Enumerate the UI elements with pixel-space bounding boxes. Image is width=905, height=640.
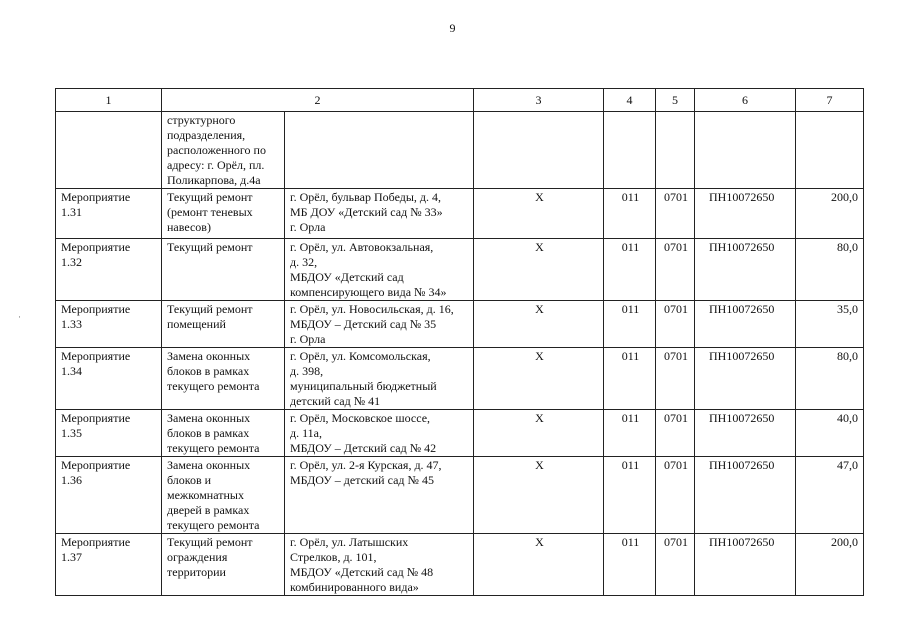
text-line: МБДОУ – Детский сад № 35 xyxy=(290,317,437,331)
address-cell xyxy=(285,301,474,348)
cell-5: 0701 xyxy=(656,410,695,457)
event-cell xyxy=(56,457,162,534)
continuation-text xyxy=(162,112,285,189)
text-line: Мероприятие xyxy=(61,535,131,549)
cell-5: 0701 xyxy=(656,301,695,348)
text-line: г. Орёл, Московское шоссе, xyxy=(290,411,431,425)
text-line: МБДОУ – детский сад № 45 xyxy=(290,473,434,487)
cell-7: 80,0 xyxy=(796,239,864,301)
address-cell xyxy=(285,534,474,596)
text-line: помещений xyxy=(167,317,226,331)
header-row xyxy=(56,89,864,112)
text-line: детский сад № 41 xyxy=(290,394,381,408)
text-line: д. 398, xyxy=(290,364,324,378)
text-line: территории xyxy=(167,565,226,579)
text-line: МБДОУ «Детский сад xyxy=(290,270,404,284)
event-cell xyxy=(56,239,162,301)
event-cell xyxy=(56,189,162,239)
text-line: 1.31 xyxy=(61,205,82,219)
text-line: Замена оконных xyxy=(167,349,251,363)
text-line: г. Орёл, ул. Новосильская, д. 16, xyxy=(290,302,454,316)
text-line: Мероприятие xyxy=(61,190,131,204)
address-cell xyxy=(285,189,474,239)
cell-4: 011 xyxy=(604,348,656,410)
header-cell-5: 5 xyxy=(656,89,695,112)
text-line: 1.34 xyxy=(61,364,82,378)
text-line: МБДОУ – Детский сад № 42 xyxy=(290,441,437,455)
text-line: 1.36 xyxy=(61,473,82,487)
cell-6: ПН10072650 xyxy=(695,410,796,457)
text-line: Стрелков, д. 101, xyxy=(290,550,377,564)
cell-7: 200,0 xyxy=(796,534,864,596)
table-body xyxy=(56,89,864,596)
event-cell xyxy=(56,301,162,348)
text-line: д. 32, xyxy=(290,255,318,269)
text-line: 1.37 xyxy=(61,550,82,564)
cell-7: 80,0 xyxy=(796,348,864,410)
work-cell xyxy=(162,348,285,410)
header-cell-7: 7 xyxy=(796,89,864,112)
cell-7: 200,0 xyxy=(796,189,864,239)
event-cell xyxy=(56,534,162,596)
cell-3: Х xyxy=(474,457,604,534)
cell-5: 0701 xyxy=(656,534,695,596)
text-line: г. Орёл, ул. Латышских xyxy=(290,535,409,549)
text-line: расположенного по xyxy=(167,143,266,157)
table-row xyxy=(56,410,864,457)
text-line: Мероприятие xyxy=(61,240,131,254)
text-line: блоков в рамках xyxy=(167,426,250,440)
cell-6: ПН10072650 xyxy=(695,301,796,348)
header-cell-1: 1 xyxy=(56,89,162,112)
cell-5: 0701 xyxy=(656,239,695,301)
cell-3: Х xyxy=(474,410,604,457)
header-cell-2: 2 xyxy=(162,89,474,112)
header-cell-3: 3 xyxy=(474,89,604,112)
event-cell xyxy=(56,112,162,189)
header-cell-6: 6 xyxy=(695,89,796,112)
text-line: дверей в рамках xyxy=(167,503,250,517)
text-line: структурного xyxy=(167,113,236,127)
continuation-row xyxy=(56,112,864,189)
table-row xyxy=(56,348,864,410)
text-line: Замена оконных xyxy=(167,411,251,425)
text-line: компенсирующего вида № 34» xyxy=(290,285,447,299)
cell-5 xyxy=(656,112,695,189)
address-cell xyxy=(285,112,474,189)
text-line: Мероприятие xyxy=(61,411,131,425)
cell-7 xyxy=(796,112,864,189)
cell-7: 40,0 xyxy=(796,410,864,457)
cell-3: Х xyxy=(474,189,604,239)
cell-4: 011 xyxy=(604,301,656,348)
text-line: Мероприятие xyxy=(61,458,131,472)
text-line: Текущий ремонт xyxy=(167,240,253,254)
text-line: Поликарпова, д.4а xyxy=(167,173,261,187)
text-line: МБДОУ «Детский сад № 48 xyxy=(290,565,434,579)
margin-dot: · xyxy=(18,312,21,322)
cell-6: ПН10072650 xyxy=(695,457,796,534)
cell-6: ПН10072650 xyxy=(695,348,796,410)
cell-6: ПН10072650 xyxy=(695,534,796,596)
text-line: д. 11а, xyxy=(290,426,322,440)
text-line: г. Орла xyxy=(290,332,326,346)
text-line: МБ ДОУ «Детский сад № 33» xyxy=(290,205,443,219)
work-cell xyxy=(162,189,285,239)
text-line: текущего ремонта xyxy=(167,379,260,393)
text-line: Текущий ремонт xyxy=(167,190,253,204)
cell-5: 0701 xyxy=(656,189,695,239)
event-cell xyxy=(56,410,162,457)
cell-3: Х xyxy=(474,239,604,301)
text-line: 1.33 xyxy=(61,317,82,331)
cell-5: 0701 xyxy=(656,457,695,534)
address-cell xyxy=(285,410,474,457)
text-line: 1.32 xyxy=(61,255,82,269)
cell-3: Х xyxy=(474,348,604,410)
cell-5: 0701 xyxy=(656,348,695,410)
table-row xyxy=(56,189,864,239)
text-line: г. Орёл, бульвар Победы, д. 4, xyxy=(290,190,442,204)
cell-7: 47,0 xyxy=(796,457,864,534)
text-line: текущего ремонта xyxy=(167,441,260,455)
work-cell xyxy=(162,301,285,348)
header-cell-4: 4 xyxy=(604,89,656,112)
cell-4 xyxy=(604,112,656,189)
cell-3: Х xyxy=(474,301,604,348)
cell-4: 011 xyxy=(604,239,656,301)
work-cell xyxy=(162,410,285,457)
cell-6 xyxy=(695,112,796,189)
work-cell xyxy=(162,239,285,301)
text-line: Текущий ремонт xyxy=(167,302,253,316)
text-line: 1.35 xyxy=(61,426,82,440)
work-cell xyxy=(162,457,285,534)
text-line: навесов) xyxy=(167,220,211,234)
table-row xyxy=(56,457,864,534)
text-line: ограждения xyxy=(167,550,228,564)
text-line: муниципальный бюджетный xyxy=(290,379,437,393)
text-line: блоков и xyxy=(167,473,212,487)
event-cell xyxy=(56,348,162,410)
cell-4: 011 xyxy=(604,457,656,534)
cell-4: 011 xyxy=(604,189,656,239)
cell-7: 35,0 xyxy=(796,301,864,348)
cell-3 xyxy=(474,112,604,189)
text-line: г. Орёл, ул. 2-я Курская, д. 47, xyxy=(290,458,442,472)
text-line: г. Орла xyxy=(290,220,326,234)
text-line: (ремонт теневых xyxy=(167,205,253,219)
text-line: подразделения, xyxy=(167,128,246,142)
text-line: г. Орёл, ул. Комсомольская, xyxy=(290,349,431,363)
address-cell xyxy=(285,239,474,301)
cell-6: ПН10072650 xyxy=(695,189,796,239)
cell-4: 011 xyxy=(604,534,656,596)
text-line: Текущий ремонт xyxy=(167,535,253,549)
table-row xyxy=(56,239,864,301)
page-number: 9 xyxy=(449,21,456,35)
text-line: Мероприятие xyxy=(61,302,131,316)
text-line: Мероприятие xyxy=(61,349,131,363)
cell-6: ПН10072650 xyxy=(695,239,796,301)
work-cell xyxy=(162,534,285,596)
text-line: комбинированного вида» xyxy=(290,580,419,594)
cell-4: 011 xyxy=(604,410,656,457)
text-line: межкомнатных xyxy=(167,488,244,502)
text-line: Замена оконных xyxy=(167,458,251,472)
text-line: блоков в рамках xyxy=(167,364,250,378)
address-cell xyxy=(285,348,474,410)
table-row xyxy=(56,534,864,596)
text-line: адресу: г. Орёл, пл. xyxy=(167,158,265,172)
budget-table xyxy=(55,88,864,596)
table-row xyxy=(56,301,864,348)
address-cell xyxy=(285,457,474,534)
cell-3: Х xyxy=(474,534,604,596)
text-line: г. Орёл, ул. Автовокзальная, xyxy=(290,240,434,254)
text-line: текущего ремонта xyxy=(167,518,260,532)
